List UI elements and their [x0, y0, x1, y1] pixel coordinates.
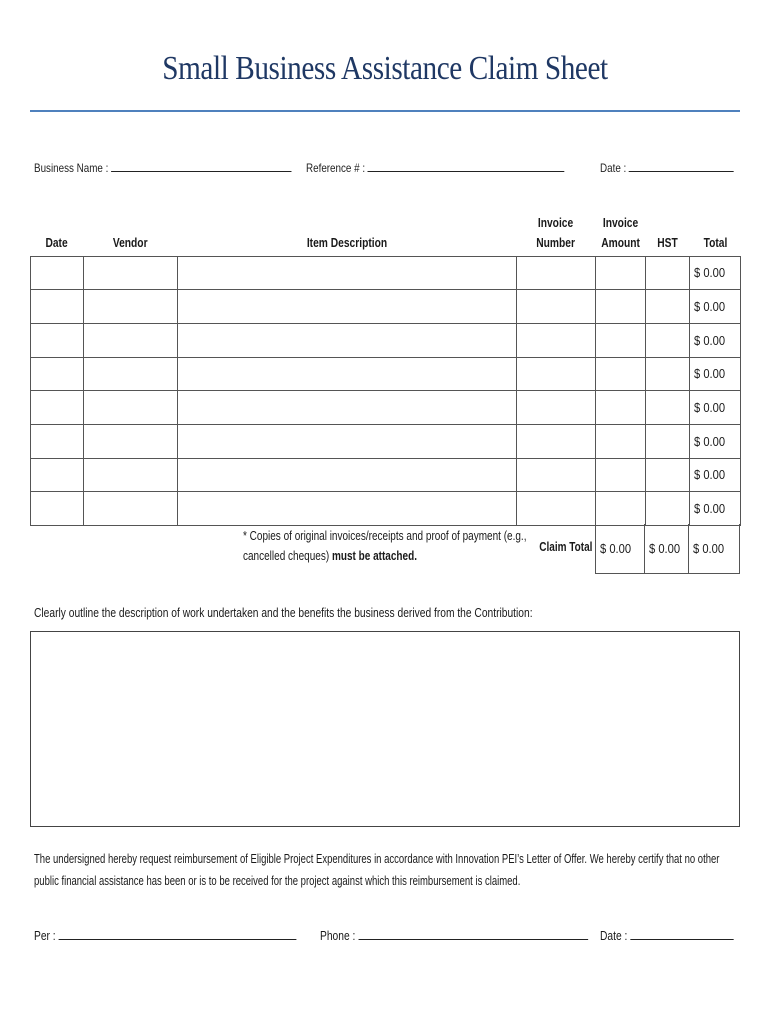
cell-item-description[interactable]	[178, 256, 517, 290]
cell-date[interactable]	[31, 391, 84, 425]
cell-hst[interactable]	[646, 424, 690, 458]
cell-invoice-number[interactable]	[517, 323, 596, 357]
cell-date[interactable]	[31, 458, 84, 492]
date-line[interactable]	[629, 160, 734, 172]
date-label: Date :	[600, 161, 627, 175]
cell-total: $ 0.00	[690, 458, 741, 492]
cell-total: $ 0.00	[690, 424, 741, 458]
cell-total: $ 0.00	[690, 323, 741, 357]
phone-label: Phone :	[320, 929, 356, 943]
cell-invoice-amount[interactable]	[596, 323, 646, 357]
date-field[interactable]	[600, 160, 763, 175]
cell-vendor[interactable]	[84, 290, 178, 324]
reference-line[interactable]	[368, 160, 565, 172]
cell-date[interactable]	[31, 323, 84, 357]
cell-item-description[interactable]	[178, 323, 517, 357]
claim-total-hst: $ 0.00	[644, 524, 689, 574]
cell-vendor[interactable]	[84, 458, 178, 492]
cell-date[interactable]	[31, 256, 84, 290]
cell-invoice-number[interactable]	[517, 290, 596, 324]
table-row	[31, 391, 741, 425]
table-row	[31, 458, 741, 492]
business-name-line[interactable]	[111, 160, 291, 172]
table-row	[31, 357, 741, 391]
cell-invoice-amount[interactable]	[596, 357, 646, 391]
cell-vendor[interactable]	[84, 323, 178, 357]
cell-total: $ 0.00	[690, 290, 741, 324]
claims-table	[30, 210, 741, 526]
cell-total: $ 0.00	[690, 391, 741, 425]
cell-item-description[interactable]	[178, 391, 517, 425]
cell-vendor[interactable]	[84, 357, 178, 391]
cell-invoice-number[interactable]	[517, 391, 596, 425]
header-item-description: Item Description	[306, 235, 388, 250]
reference-label: Reference # :	[306, 161, 366, 175]
phone-line[interactable]	[358, 928, 588, 940]
cell-invoice-amount[interactable]	[596, 458, 646, 492]
cell-date[interactable]	[31, 492, 84, 526]
cell-hst[interactable]	[646, 290, 690, 324]
certification-text: The undersigned hereby request reimbursement of Eligible Project Expenditures in accordance with Innovation PEI’s Letter of Offer. We hereby certify that no other public financial assistance has been or is to be received for the project against which this reimbursement is claimed.	[34, 852, 720, 888]
cell-invoice-amount[interactable]	[596, 391, 646, 425]
cell-hst[interactable]	[646, 323, 690, 357]
cell-invoice-amount[interactable]	[596, 290, 646, 324]
per-label: Per :	[34, 929, 56, 943]
table-header-row	[31, 210, 741, 256]
cell-invoice-number[interactable]	[517, 492, 596, 526]
claim-total-label: Claim Total	[538, 540, 592, 554]
cell-hst[interactable]	[646, 256, 690, 290]
cell-invoice-amount[interactable]	[596, 256, 646, 290]
cell-hst[interactable]	[646, 391, 690, 425]
attachment-note: * Copies of original invoices/receipts and proof of payment (e.g., cancelled cheques) must be attached.	[243, 529, 527, 563]
header-invoice-number: Invoice Number	[536, 215, 576, 250]
cell-hst[interactable]	[646, 492, 690, 526]
signature-date-line[interactable]	[630, 928, 733, 940]
phone-field[interactable]	[320, 928, 647, 943]
cell-item-description[interactable]	[178, 290, 517, 324]
description-textbox[interactable]	[30, 631, 740, 827]
cell-invoice-number[interactable]	[517, 424, 596, 458]
per-line[interactable]	[59, 928, 297, 940]
cell-vendor[interactable]	[84, 256, 178, 290]
header-hst: HST	[657, 235, 678, 250]
cell-item-description[interactable]	[178, 458, 517, 492]
cell-total: $ 0.00	[690, 492, 741, 526]
cell-vendor[interactable]	[84, 492, 178, 526]
cell-date[interactable]	[31, 290, 84, 324]
cell-invoice-amount[interactable]	[596, 424, 646, 458]
cell-invoice-number[interactable]	[517, 256, 596, 290]
cell-invoice-amount[interactable]	[596, 492, 646, 526]
business-name-label: Business Name :	[34, 161, 109, 175]
table-row	[31, 290, 741, 324]
cell-invoice-number[interactable]	[517, 458, 596, 492]
description-label: Clearly outline the description of work undertaken and the benefits the business derived from the Contribution:	[34, 606, 533, 620]
business-name-field[interactable]	[34, 160, 348, 175]
cell-total: $ 0.00	[690, 256, 741, 290]
claim-total-invoice-amount: $ 0.00	[595, 524, 645, 574]
signature-date-field[interactable]	[600, 928, 763, 943]
header-total: Total	[703, 235, 727, 250]
header-vendor: Vendor	[113, 235, 148, 250]
page-title: Small Business Assistance Claim Sheet	[162, 50, 608, 87]
cell-vendor[interactable]	[84, 424, 178, 458]
per-field[interactable]	[34, 928, 354, 943]
table-row	[31, 256, 741, 290]
attachment-emphasis: must be attached.	[331, 549, 417, 563]
cell-hst[interactable]	[646, 458, 690, 492]
table-row	[31, 492, 741, 526]
cell-item-description[interactable]	[178, 492, 517, 526]
cell-date[interactable]	[31, 424, 84, 458]
cell-vendor[interactable]	[84, 391, 178, 425]
reference-field[interactable]	[306, 160, 621, 175]
header-date: Date	[45, 235, 69, 250]
cell-date[interactable]	[31, 357, 84, 391]
cell-invoice-number[interactable]	[517, 357, 596, 391]
claim-total-total: $ 0.00	[688, 524, 740, 574]
table-row	[31, 424, 741, 458]
cell-total: $ 0.00	[690, 357, 741, 391]
cell-hst[interactable]	[646, 357, 690, 391]
title-divider	[30, 110, 740, 112]
cell-item-description[interactable]	[178, 424, 517, 458]
cell-item-description[interactable]	[178, 357, 517, 391]
header-invoice-amount: Invoice Amount	[601, 215, 640, 250]
table-row	[31, 323, 741, 357]
signature-date-label: Date :	[600, 929, 628, 943]
